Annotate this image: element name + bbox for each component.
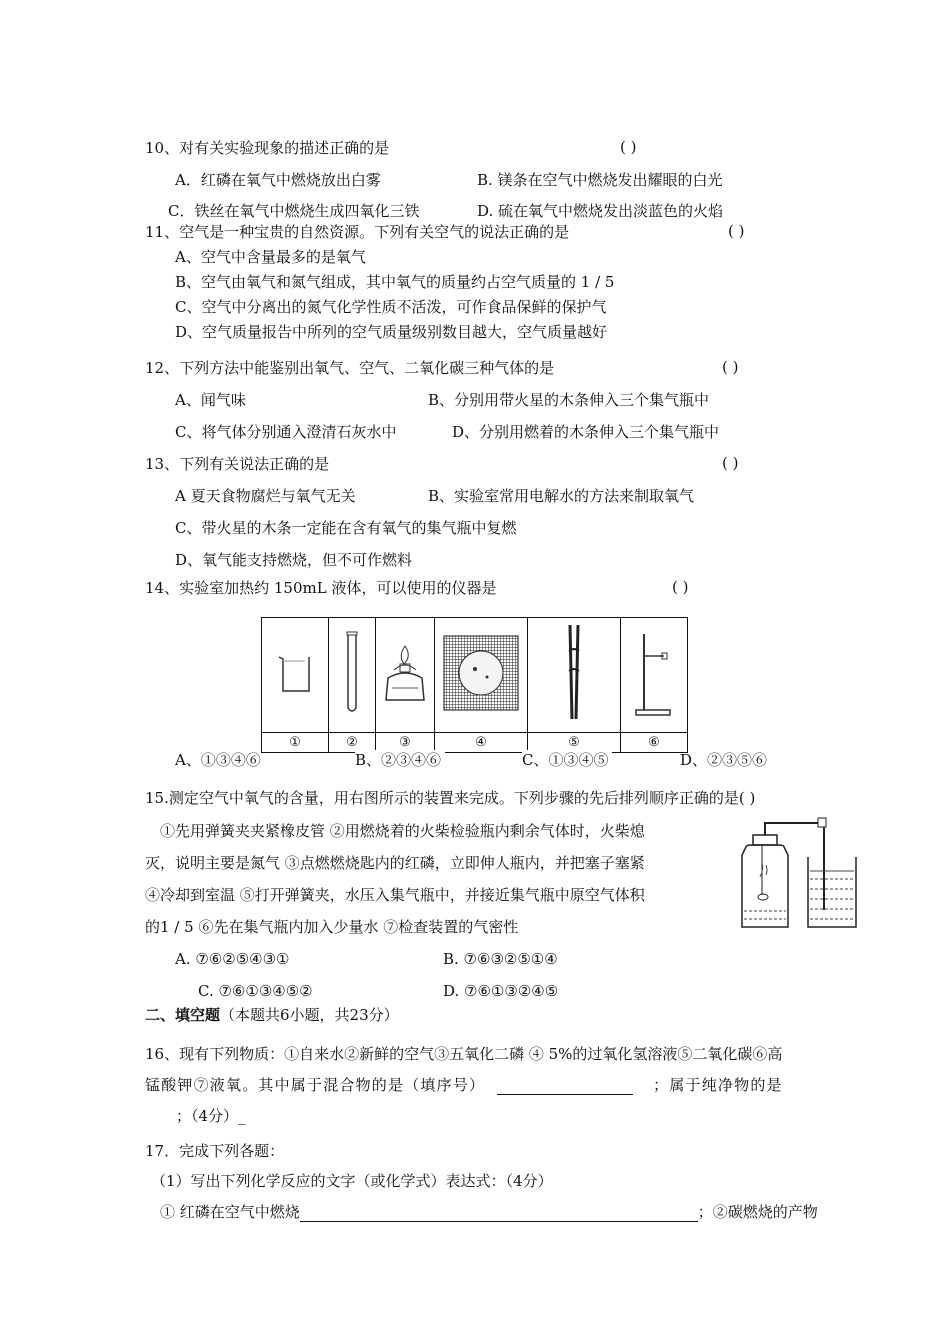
q16-text-line1: 16、现有下列物质：①自来水②新鲜的空气③五氧化二磷 ④ 5%的过氧化氢溶液⑤二氧化碳⑥高 (145, 1045, 783, 1063)
q15-option-a: A. ⑦⑥②⑤④③① (175, 950, 290, 968)
q15-option-b: B. ⑦⑥③②⑤①④ (443, 950, 558, 968)
q17-item2-prompt: ；②碳燃烧的产物 (697, 1203, 818, 1221)
apparatus-number-5: ⑤ (528, 733, 621, 753)
q12-option-b: B、分别用带火星的木条伸入三个集气瓶中 (428, 391, 710, 409)
oxygen-measure-apparatus-figure (738, 815, 868, 935)
iron-stand-figure (621, 618, 688, 733)
test-tube-figure (329, 618, 376, 733)
apparatus-number-2: ② (329, 733, 376, 753)
q12-option-a: A、闻气味 (175, 391, 246, 409)
alcohol-lamp-figure (376, 618, 435, 733)
q11-stem: 11、空气是一种宝贵的自然资源。下列有关空气的说法正确的是 (145, 223, 570, 241)
q15-text-line5: 的1 / 5 ⑥先在集气瓶内加入少量水 ⑦检查装置的气密性 (145, 918, 519, 936)
q12-option-d: D、分别用燃着的木条伸入三个集气瓶中 (452, 423, 720, 441)
q16-mixture-prompt: 锰酸钾⑦液氧。其中属于混合物的是（填序号） (145, 1076, 486, 1094)
q14-answer-paren: ( ) (672, 578, 689, 596)
q10-option-c: C．铁丝在氧气中燃烧生成四氧化三铁 (168, 202, 420, 220)
q16-mixture-blank[interactable] (497, 1078, 633, 1095)
q15-option-d: D. ⑦⑥①③②④⑤ (443, 982, 559, 1000)
q11-answer-paren: ( ) (728, 222, 745, 240)
q15-text-line2: ①先用弹簧夹夹紧橡皮管 ②用燃烧着的火柴检验瓶内剩余气体时，火柴熄 (160, 822, 645, 840)
q10-option-d: D. 硫在氧气中燃烧发出淡蓝色的火焰 (477, 202, 724, 220)
q15-text-line3: 灭，说明主要是氮气 ③点燃燃烧匙内的红磷，立即伸人瓶内，并把塞子塞紧 (145, 854, 645, 872)
apparatus-number-4: ④ (435, 733, 528, 753)
q11-option-d: D、空气质量报告中所列的空气质量级别数目越大，空气质量越好 (175, 323, 608, 341)
apparatus-number-6: ⑥ (621, 733, 688, 753)
section-2-note: （本题共6小题，共23分） (220, 1006, 399, 1024)
gauze-figure (435, 618, 528, 733)
section-2-title: 二、填空题 (145, 1006, 221, 1024)
q13-option-d: D、氧气能支持燃烧，但不可作燃料 (175, 551, 413, 569)
q13-stem: 13、下列有关说法正确的是 (145, 455, 330, 473)
q12-option-c: C、将气体分别通入澄清石灰水中 (175, 423, 397, 441)
q10-option-a: A．红磷在氧气中燃烧放出白雾 (175, 171, 381, 189)
q15-stem: 15.测定空气中氧气的含量，用右图所示的装置来完成。下列步骤的先后排列顺序正确的是( ) (145, 789, 756, 807)
q13-answer-paren: ( ) (722, 454, 739, 472)
q17-sub1: （1）写出下列化学反应的文字（或化学式）表达式：（4分） (151, 1172, 553, 1190)
q14-option-d: D、②③⑤⑥ (680, 751, 768, 769)
q11-option-c: C、空气中分离出的氮气化学性质不活泼，可作食品保鲜的保护气 (175, 298, 607, 316)
q10-answer-paren: ( ) (620, 138, 637, 156)
q14-option-c: C、①③④⑤ (522, 750, 612, 770)
crucible-tongs-figure (528, 618, 621, 733)
section-2-heading (145, 1005, 399, 1025)
q11-option-b: B、空气由氧气和氮气组成，其中氧气的质量约占空气质量的 1 / 5 (175, 273, 615, 291)
q13-option-c: C、带火星的木条一定能在含有氧气的集气瓶中复燃 (175, 519, 517, 537)
q14-option-b: B、②③④⑥ (355, 750, 445, 770)
beaker-figure (262, 618, 329, 733)
apparatus-table (261, 617, 688, 753)
q17-item1 (160, 1202, 818, 1222)
q16-text-line2 (145, 1075, 783, 1095)
q14-stem: 14、实验室加热约 150mL 液体，可以使用的仪器是 (145, 579, 497, 597)
q15-option-c: C. ⑦⑥①③④⑤② (198, 982, 313, 1000)
apparatus-number-3: ③ (376, 733, 435, 753)
q17-title: 17．完成下列各题： (145, 1142, 285, 1160)
q12-answer-paren: ( ) (722, 358, 739, 376)
q10-stem: 10、对有关实验现象的描述正确的是 (145, 139, 390, 157)
q17-item1-prompt: ① 红磷在空气中燃烧 (160, 1203, 300, 1221)
q10-option-b: B. 镁条在空气中燃烧发出耀眼的白光 (477, 171, 723, 189)
q16-pure-prompt: ；属于纯净物的是 (653, 1076, 783, 1094)
q13-option-b: B、实验室常用电解水的方法来制取氧气 (428, 487, 695, 505)
q17-item1-blank[interactable] (300, 1205, 698, 1222)
q14-option-a: A、①③④⑥ (175, 751, 261, 769)
q11-option-a: A、空气中含量最多的是氧气 (175, 248, 366, 266)
q15-text-line4: ④冷却到室温 ⑤打开弹簧夹，水压入集气瓶中，并接近集气瓶中原空气体积 (145, 886, 645, 904)
q12-stem: 12、下列方法中能鉴别出氧气、空气、二氧化碳三种气体的是 (145, 359, 555, 377)
q16-text-line3: ；（4分）_ (176, 1107, 246, 1125)
q13-option-a: A 夏天食物腐烂与氧气无关 (175, 487, 356, 505)
apparatus-number-1: ① (262, 733, 329, 753)
